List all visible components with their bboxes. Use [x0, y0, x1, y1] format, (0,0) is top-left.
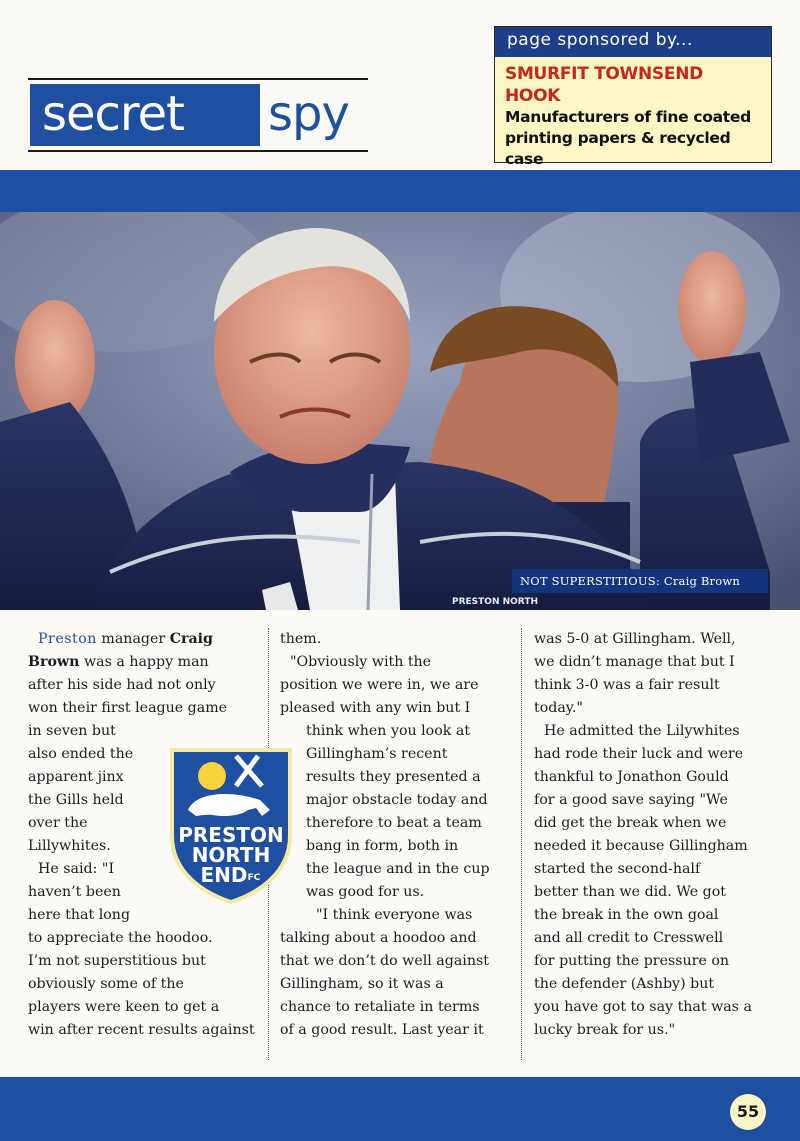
article-line: we didn’t manage that but I: [534, 654, 735, 670]
article-line: Lillywhites.: [28, 838, 111, 854]
article-line: of a good result. Last year it: [280, 1022, 484, 1038]
article-line: major obstacle today and: [306, 792, 488, 808]
article-line: pleased with any win but I: [280, 700, 471, 716]
masthead-word-spy: spy: [268, 86, 349, 142]
article-column-2: [280, 628, 512, 1042]
sponsor-body: [495, 57, 771, 168]
footer-band: [0, 1077, 800, 1141]
article-line: was good for us.: [306, 884, 425, 900]
article-line: you have got to say that was a: [534, 999, 752, 1015]
sponsor-company: SMURFIT TOWNSEND HOOK: [505, 64, 703, 106]
article-line: here that long: [28, 907, 131, 923]
masthead-bottom-rule: [28, 150, 368, 152]
article-line: obviously some of the: [28, 976, 184, 992]
manager-photo-illustration: [0, 212, 800, 610]
article-line: did get the break when we: [534, 815, 727, 831]
sponsor-heading: page sponsored by...: [495, 27, 771, 57]
article-line: Gillingham, so it was a: [280, 976, 444, 992]
article-line: think when you look at: [306, 723, 471, 739]
article-line: He admitted the Lilywhites: [544, 723, 740, 739]
article-line: players were keen to get a: [28, 999, 220, 1015]
article-line: [28, 628, 268, 651]
article-line: that we don’t do well against: [280, 953, 489, 969]
article-line: haven’t been: [28, 884, 121, 900]
article-line: them.: [280, 631, 322, 647]
manager-photo: [0, 212, 800, 610]
page-number: 55: [730, 1094, 766, 1130]
manager-name-first: Craig: [169, 631, 213, 647]
article-line: therefore to beat a team: [306, 815, 482, 831]
caption-name: Craig Brown: [663, 574, 740, 588]
article-line: the Gills held: [28, 792, 124, 808]
column-divider: [521, 628, 522, 1060]
article-line: lucky break for us.": [534, 1022, 676, 1038]
article-text: was a happy man: [79, 654, 209, 670]
sponsor-desc-line: Manufacturers of fine coated: [505, 108, 751, 126]
article-line: chance to retaliate in terms: [280, 999, 480, 1015]
article-line: and all credit to Cresswell: [534, 930, 724, 946]
article-text: manager: [96, 631, 170, 647]
article-line: better than we did. We got: [534, 884, 726, 900]
crest-line-3: END: [200, 863, 248, 887]
crest-line-4: FC: [247, 873, 261, 883]
masthead: [28, 74, 368, 154]
article-line: the break in the own goal: [534, 907, 719, 923]
article-line: apparent jinx: [28, 769, 124, 785]
article-line: think 3-0 was a fair result: [534, 677, 720, 693]
article-line: "I think everyone was: [316, 907, 473, 923]
article-line: had rode their luck and were: [534, 746, 744, 762]
article-line: win after recent results against: [28, 1022, 255, 1038]
article-line: "Obviously with the: [290, 654, 432, 670]
article-line: I’m not superstitious but: [28, 953, 206, 969]
article-line: needed it because Gillingham: [534, 838, 748, 854]
article-line: for putting the pressure on: [534, 953, 730, 969]
article-line: in seven but: [28, 723, 116, 739]
article-line: results they presented a: [306, 769, 481, 785]
article-line: also ended the: [28, 746, 134, 762]
club-crest: [166, 744, 296, 904]
article-line: the league and in the cup: [306, 861, 490, 877]
manager-name-last: Brown: [28, 654, 80, 670]
article-line: to appreciate the hoodoo.: [28, 930, 213, 946]
article-line: after his side had not only: [28, 677, 216, 693]
article-line: for a good save saying "We: [534, 792, 728, 808]
article-line: was 5-0 at Gillingham. Well,: [534, 631, 736, 647]
article-line: started the second-half: [534, 861, 701, 877]
article-line: [28, 651, 268, 674]
club-crest-shield: [166, 744, 296, 904]
sponsor-box: [494, 26, 772, 168]
article-line: He said: "I: [38, 861, 115, 877]
article-line: bang in form, both in: [306, 838, 459, 854]
article-line: today.": [534, 700, 583, 716]
photo-top-band: [0, 170, 800, 212]
masthead-word-secret: secret: [42, 86, 184, 142]
article-line: talking about a hoodoo and: [280, 930, 477, 946]
crest-line-1: PRESTON: [178, 823, 284, 847]
article-line: position we were in, we are: [280, 677, 479, 693]
article-line: Gillingham’s recent: [306, 746, 448, 762]
masthead-top-rule: [28, 78, 368, 80]
kit-text: PRESTON NORTH: [452, 597, 538, 607]
caption-lead: NOT SUPERSTITIOUS:: [520, 574, 660, 588]
article-line: the defender (Ashby) but: [534, 976, 715, 992]
sponsor-desc-line: printing papers & recycled case: [505, 129, 731, 168]
crest-line-2: NORTH: [191, 843, 271, 867]
club-name: Preston: [38, 631, 97, 647]
photo-caption: [512, 569, 768, 593]
article-line: won their first league game: [28, 700, 228, 716]
article-line: thankful to Jonathon Gould: [534, 769, 729, 785]
article-column-3: [534, 628, 772, 1042]
article-line: over the: [28, 815, 88, 831]
